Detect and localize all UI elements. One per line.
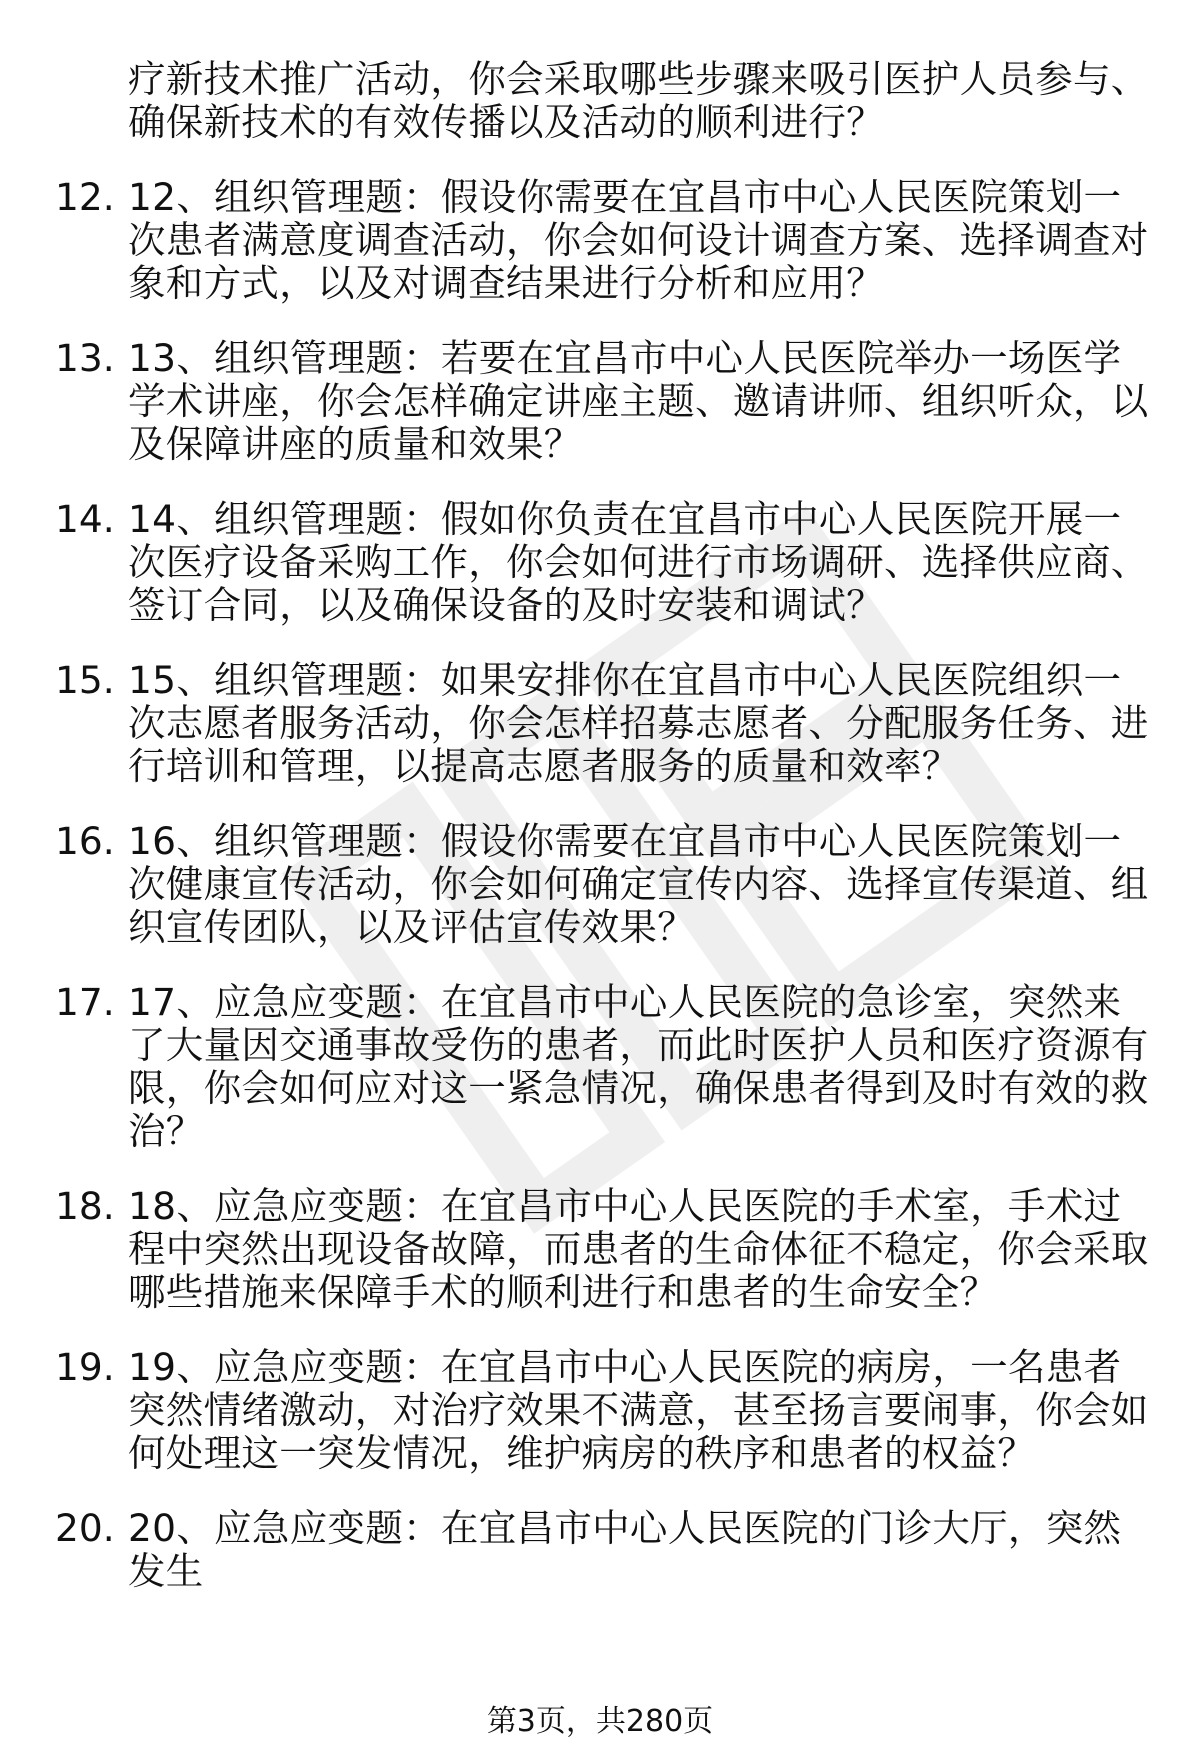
question-text: 15、组织管理题：如果安排你在宜昌市中心人民医院组织一次志愿者服务活动，你会怎样招募志愿者、分配服务任务、进行培训和管理，以提高志愿者服务的质量和效率？ xyxy=(128,658,1149,788)
question-number: 15. xyxy=(55,658,115,702)
question-text: 20、应急应变题：在宜昌市中心人民医院的门诊大厅，突然发生 xyxy=(128,1506,1122,1593)
question-text: 12、组织管理题：假设你需要在宜昌市中心人民医院策划一次患者满意度调查活动，你会如何设计调查方案、选择调查对象和方式，以及对调查结果进行分析和应用？ xyxy=(128,175,1149,305)
question-item xyxy=(0,1185,1200,1314)
question-number: 20. xyxy=(55,1506,115,1550)
continuation-text: 疗新技术推广活动，你会采取哪些步骤来吸引医护人员参与、确保新技术的有效传播以及活动的顺利进行？ xyxy=(128,57,1149,144)
question-number: 14. xyxy=(55,497,115,541)
question-number: 17. xyxy=(55,980,115,1024)
question-item xyxy=(0,820,1200,949)
question-item xyxy=(0,176,1200,305)
page-number-footer: 第3页，共280页 xyxy=(486,1704,714,1739)
question-text: 17、应急应变题：在宜昌市中心人民医院的急诊室，突然来了大量因交通事故受伤的患者，而此时医护人员和医疗资源有限，你会如何应对这一紧急情况，确保患者得到及时有效的救治？ xyxy=(128,980,1149,1153)
question-item xyxy=(0,981,1200,1153)
question-number: 19. xyxy=(55,1345,115,1389)
question-item xyxy=(0,337,1200,466)
question-item xyxy=(0,1346,1200,1475)
question-text: 18、应急应变题：在宜昌市中心人民医院的手术室，手术过程中突然出现设备故障，而患者的生命体征不稳定，你会采取哪些措施来保障手术的顺利进行和患者的生命安全？ xyxy=(128,1184,1149,1314)
question-item xyxy=(0,1507,1200,1593)
question-number: 16. xyxy=(55,819,115,863)
question-number: 12. xyxy=(55,175,115,219)
question-text: 16、组织管理题：假设你需要在宜昌市中心人民医院策划一次健康宣传活动，你会如何确定宣传内容、选择宣传渠道、组织宣传团队，以及评估宣传效果？ xyxy=(128,819,1149,949)
question-item xyxy=(0,498,1200,627)
question-text: 14、组织管理题：假如你负责在宜昌市中心人民医院开展一次医疗设备采购工作，你会如何进行市场调研、选择供应商、签订合同，以及确保设备的及时安装和调试？ xyxy=(128,497,1149,627)
question-number: 13. xyxy=(55,336,115,380)
question-text: 19、应急应变题：在宜昌市中心人民医院的病房，一名患者突然情绪激动，对治疗效果不满意，甚至扬言要闹事，你会如何处理这一突发情况，维护病房的秩序和患者的权益？ xyxy=(128,1345,1149,1475)
question-item xyxy=(0,659,1200,788)
question-text: 13、组织管理题：若要在宜昌市中心人民医院举办一场医学学术讲座，你会怎样确定讲座主题、邀请讲师、组织听众，以及保障讲座的质量和效果？ xyxy=(128,336,1149,466)
question-list xyxy=(0,58,1200,1625)
question-number: 18. xyxy=(55,1184,115,1228)
